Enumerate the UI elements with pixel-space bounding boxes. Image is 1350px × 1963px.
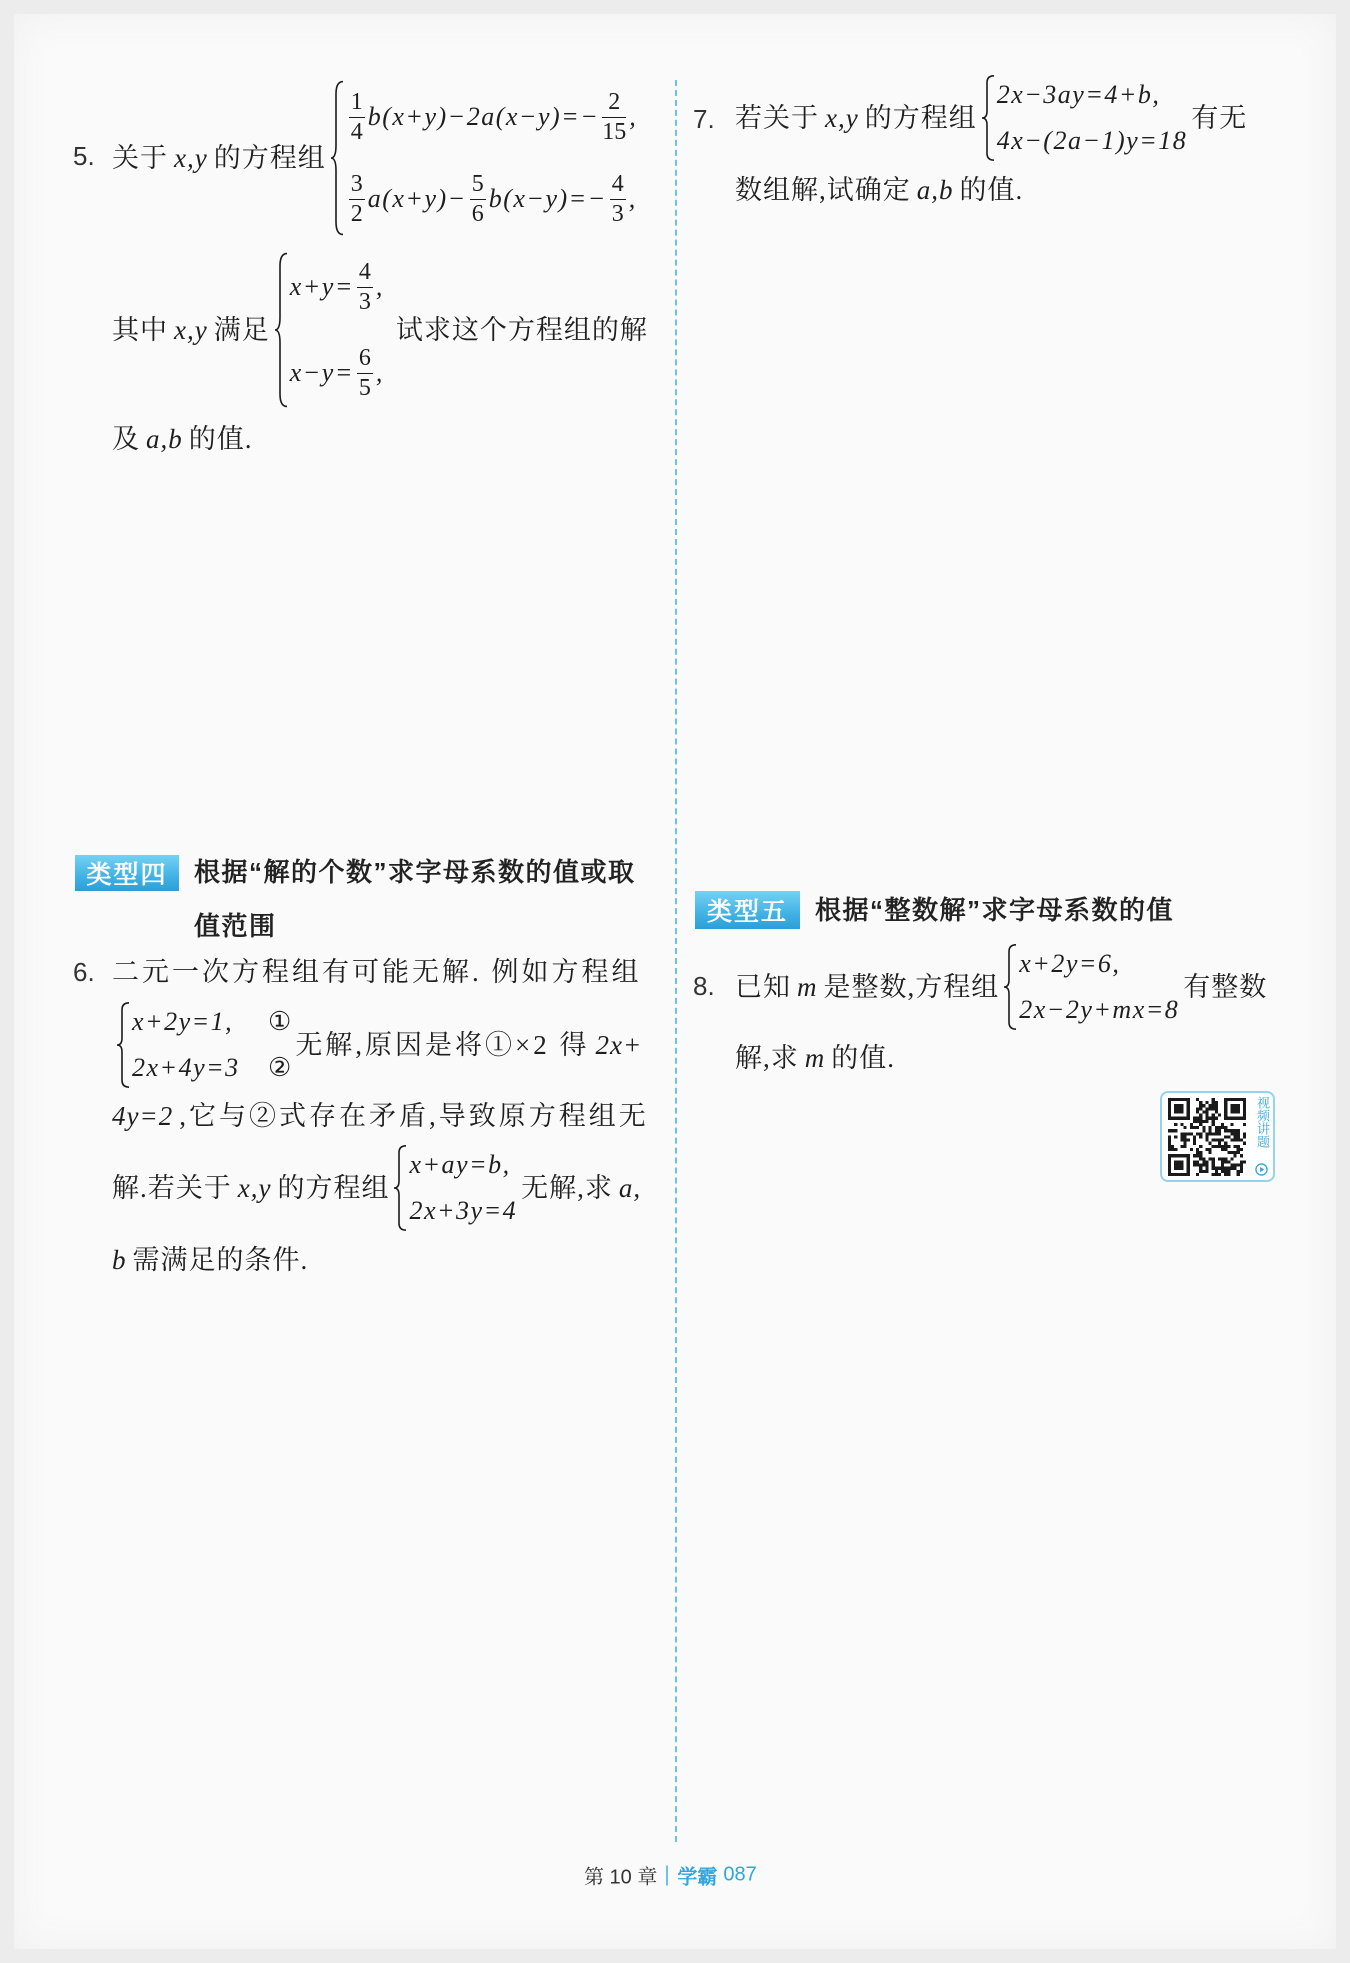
column-divider xyxy=(675,80,677,1842)
text: 其中 xyxy=(112,315,168,345)
section-title-type-5: 根据“整数解”求字母系数的值 xyxy=(815,895,1175,925)
denominator: 5 xyxy=(358,374,371,401)
qr-label: 视频讲题 xyxy=(1255,1096,1270,1148)
fraction xyxy=(349,170,365,229)
equation-rows xyxy=(132,1002,291,1088)
left-brace xyxy=(1003,944,1017,1030)
text: 解,求 xyxy=(735,1043,799,1073)
equation-2 xyxy=(132,1048,291,1088)
text: 的方程组 xyxy=(864,103,977,133)
text: 的值. xyxy=(188,424,253,454)
equation-2 xyxy=(997,121,1188,161)
equation-rows xyxy=(1019,944,1179,1030)
problem-5-number: 5. xyxy=(73,141,95,171)
equation-1 xyxy=(132,1002,291,1042)
expression: 2x+3y=4 xyxy=(409,1196,518,1225)
equation-label: ② xyxy=(268,1053,292,1082)
equation-label: ① xyxy=(268,1007,292,1036)
punctuation: , xyxy=(375,358,384,387)
problem-5-line-1 xyxy=(112,80,641,236)
section-title-type-4-line-2: 值范围 xyxy=(194,911,277,941)
math-expression: 2x+ xyxy=(595,1030,643,1060)
brace-path xyxy=(982,76,994,160)
section-badge-type-4: 类型四 xyxy=(75,855,179,891)
expression: x+y= xyxy=(289,272,354,301)
play-icon xyxy=(1255,1163,1268,1176)
brace-path xyxy=(117,1003,129,1087)
denominator: 15 xyxy=(602,118,627,145)
fraction xyxy=(357,258,373,317)
equation-system xyxy=(330,80,638,236)
expression: b(x−y)=− xyxy=(488,184,607,213)
qr-code-icon xyxy=(1168,1098,1246,1176)
punctuation: , xyxy=(628,184,637,213)
left-brace xyxy=(393,1145,407,1231)
text: 若关于 xyxy=(735,103,819,133)
expression: x+2y=1, xyxy=(132,1007,234,1036)
text: 有无 xyxy=(1191,103,1248,133)
math-variables: a,b xyxy=(916,175,954,205)
equation-system xyxy=(1003,944,1179,1030)
numerator: 3 xyxy=(349,170,365,200)
numerator: 6 xyxy=(357,344,373,374)
problem-7-line-1 xyxy=(735,75,1247,161)
text: 及 xyxy=(112,424,140,454)
expression: x+2y=6, xyxy=(1019,949,1121,978)
numerator: 1 xyxy=(349,88,365,118)
play-icon-triangle xyxy=(1260,1167,1264,1172)
math-variables: x,y xyxy=(825,103,859,133)
equation-system xyxy=(393,1145,517,1231)
equation-1 xyxy=(997,75,1188,115)
problem-8-line-2 xyxy=(735,1040,895,1076)
text: 关于 xyxy=(112,143,168,173)
math-variables: b xyxy=(112,1245,127,1275)
problem-5-line-3 xyxy=(112,421,253,457)
footer-separator xyxy=(666,1865,668,1885)
text: 满足 xyxy=(213,315,270,345)
problem-6-line-2 xyxy=(112,1002,648,1088)
denominator: 3 xyxy=(358,288,371,315)
text: 的值. xyxy=(831,1043,895,1073)
problem-8-number: 8. xyxy=(693,971,715,1001)
text: 的方程组 xyxy=(277,1173,390,1203)
problem-5-line-2 xyxy=(112,252,648,408)
denominator: 6 xyxy=(471,200,484,227)
text: 需满足的条件. xyxy=(132,1245,309,1275)
text: 有整数 xyxy=(1183,972,1268,1002)
problem-7-number: 7. xyxy=(693,104,715,134)
problem-7-line-2 xyxy=(735,172,1023,208)
punctuation: , xyxy=(375,272,384,301)
expression: 4x−(2a−1)y=18 xyxy=(996,126,1188,155)
math-variables: x,y xyxy=(174,143,208,173)
left-brace xyxy=(116,1002,130,1088)
fraction xyxy=(602,88,626,147)
denominator: 4 xyxy=(350,118,363,145)
page-footer xyxy=(584,1861,757,1890)
brace-path xyxy=(275,254,287,407)
text: 无解,原因是将①×2 得 xyxy=(295,1030,590,1060)
left-brace xyxy=(330,80,344,236)
brace-path xyxy=(1004,945,1016,1029)
text: 已知 xyxy=(735,972,791,1002)
equation-rows xyxy=(409,1145,517,1231)
expression: 2x−3ay=4+b, xyxy=(996,80,1161,109)
left-brace xyxy=(981,75,995,161)
math-expression: 4y=2 xyxy=(112,1101,174,1131)
example-equation-system xyxy=(116,1002,291,1088)
equation-rows xyxy=(346,80,638,236)
denominator: 3 xyxy=(611,200,624,227)
math-variables: m xyxy=(804,1043,826,1073)
math-variables: a, xyxy=(618,1173,642,1203)
equation-rows xyxy=(290,252,384,408)
text: 无解,求 xyxy=(521,1173,613,1203)
math-variables: a,b xyxy=(146,424,183,454)
problem-6-number: 6. xyxy=(73,957,95,987)
text: 的方程组 xyxy=(213,143,326,173)
condition-1 xyxy=(290,252,384,322)
equation-1 xyxy=(1019,944,1179,984)
brace-path xyxy=(331,82,343,235)
fraction xyxy=(357,344,373,403)
problem-8-line-1 xyxy=(735,944,1267,1030)
math-variables: x,y xyxy=(237,1173,272,1203)
numerator: 4 xyxy=(357,258,373,288)
text: 是整数,方程组 xyxy=(823,972,1000,1002)
chapter-label: 第 10 章 xyxy=(584,1866,658,1889)
expression: 2x+4y=3 xyxy=(132,1053,240,1082)
section-badge-type-5: 类型五 xyxy=(695,891,800,929)
equation-1 xyxy=(409,1145,517,1185)
math-variables: m xyxy=(797,972,818,1002)
expression: x+ay=b, xyxy=(409,1150,511,1179)
section-title-type-4-line-1: 根据“解的个数”求字母系数的值或取 xyxy=(194,857,636,887)
punctuation: , xyxy=(629,102,638,131)
brace-path xyxy=(394,1146,406,1230)
numerator: 2 xyxy=(602,88,626,118)
fraction xyxy=(349,88,365,147)
math-variables: x,y xyxy=(174,315,208,345)
text: 的值. xyxy=(959,175,1024,205)
condition-system xyxy=(274,252,384,408)
left-brace xyxy=(274,252,288,408)
fraction xyxy=(470,170,486,229)
problem-6-line-4 xyxy=(112,1145,647,1231)
equation-2 xyxy=(409,1191,517,1231)
equation-rows xyxy=(997,75,1188,161)
text: 数组解,试确定 xyxy=(735,175,911,205)
text: ,它与②式存在矛盾,导致原方程组无 xyxy=(179,1101,649,1131)
equation-system xyxy=(981,75,1188,161)
numerator: 5 xyxy=(470,170,486,200)
brand-name: 学霸 xyxy=(677,1866,718,1889)
equation-1 xyxy=(346,80,638,154)
video-explanation-qr xyxy=(1160,1091,1275,1182)
fraction xyxy=(610,170,626,229)
text: 试求这个方程组的解 xyxy=(395,315,648,345)
equation-2 xyxy=(346,162,638,236)
text: 二元一次方程组有可能无解. 例如方程组 xyxy=(112,957,642,987)
denominator: 2 xyxy=(350,200,363,227)
problem-6-line-5 xyxy=(112,1242,308,1278)
equation-2 xyxy=(1019,990,1179,1030)
problem-6-line-1 xyxy=(112,954,642,990)
expression: x−y= xyxy=(289,358,354,387)
page-number: 087 xyxy=(723,1863,757,1886)
expression: b(x+y)−2a(x−y)=− xyxy=(367,102,600,131)
condition-2 xyxy=(290,338,384,408)
problem-6-line-3 xyxy=(112,1098,649,1134)
numerator: 4 xyxy=(610,170,626,200)
text: 解.若关于 xyxy=(112,1173,232,1203)
expression: a(x+y)− xyxy=(367,184,467,213)
expression: 2x−2y+mx=8 xyxy=(1019,995,1180,1024)
